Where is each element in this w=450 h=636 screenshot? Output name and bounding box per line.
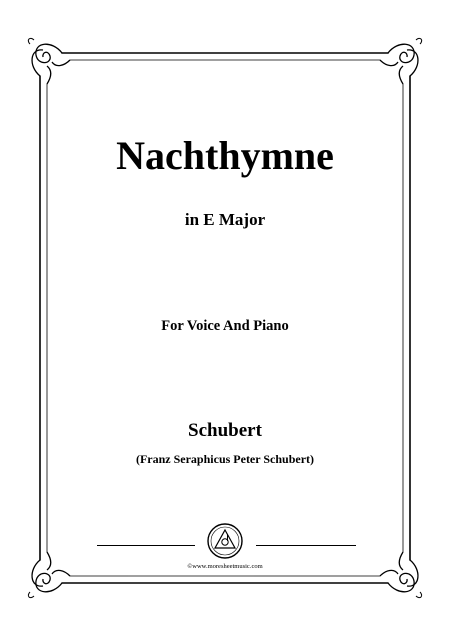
- composer-name: Schubert: [188, 420, 262, 441]
- moresheetmusic-logo-icon: [206, 522, 244, 560]
- corner-ornament-bottom-right: [380, 552, 422, 598]
- composer-full-name: (Franz Seraphicus Peter Schubert): [135, 452, 315, 466]
- divider-left: [97, 545, 195, 546]
- score-title: Nachthymne: [116, 133, 334, 178]
- corner-ornament-top-left: [28, 38, 70, 84]
- website-credit: ©www.moresheetmusic.com: [187, 563, 263, 570]
- score-key: in E Major: [184, 210, 266, 229]
- corner-ornament-top-right: [380, 38, 422, 84]
- instrumentation: For Voice And Piano: [161, 318, 289, 334]
- divider-right: [256, 545, 356, 546]
- corner-ornament-bottom-left: [28, 552, 70, 598]
